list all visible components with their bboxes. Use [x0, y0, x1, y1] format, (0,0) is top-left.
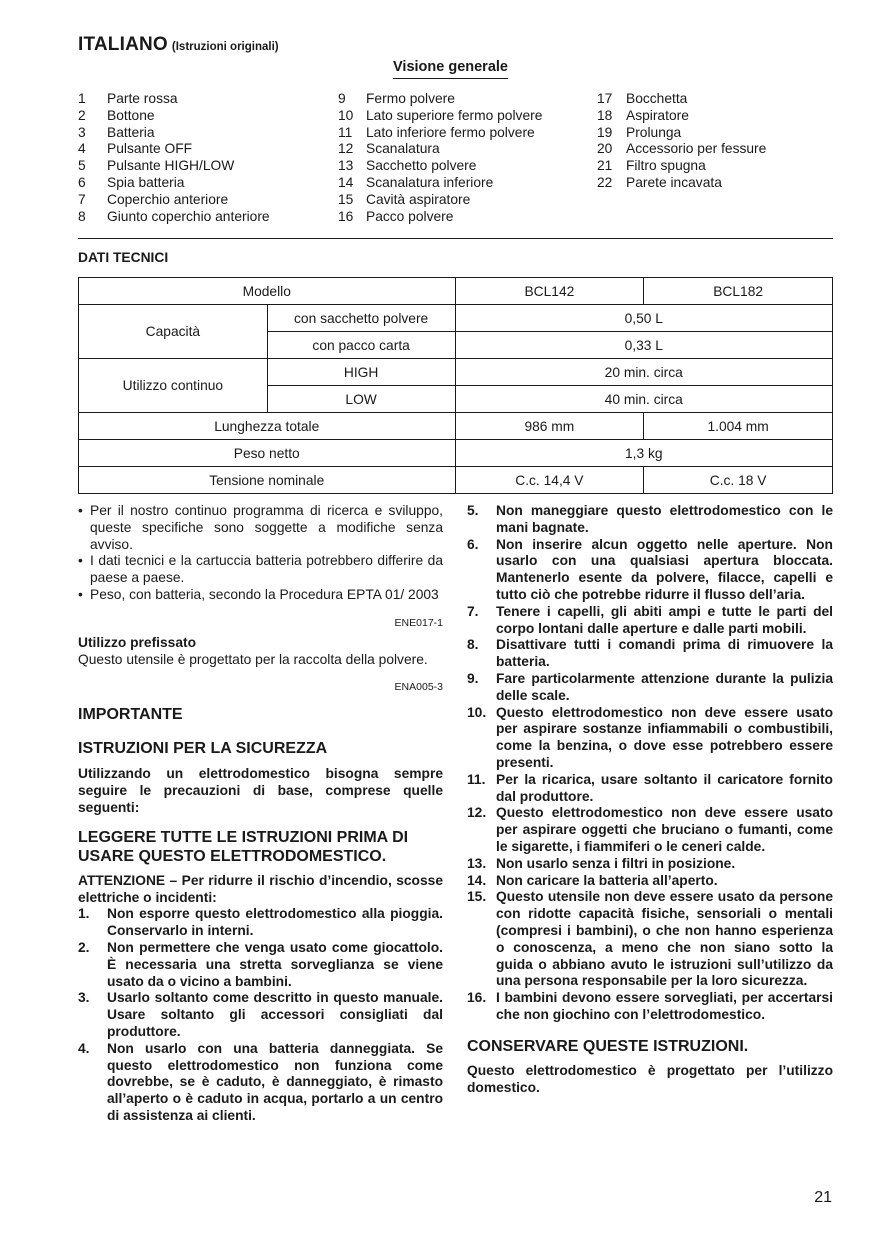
reference-code: ENA005-3: [394, 681, 443, 694]
list-item: 1. Non esporre questo elettrodomestico alla pioggia. Conservarlo in interni.: [78, 906, 443, 939]
table-cell: C.c. 18 V: [644, 467, 833, 494]
list-item: 13 Sacchetto polvere: [338, 158, 477, 174]
table-cell: Capacità: [79, 305, 268, 359]
list-item: 6 Spia batteria: [78, 174, 185, 190]
list-item: 16 Pacco polvere: [338, 208, 454, 224]
table-cell: Utilizzo continuo: [79, 359, 268, 413]
specs-table: [78, 277, 833, 494]
table-row: [79, 359, 833, 386]
table-cell: BCL142: [455, 278, 644, 305]
left-column: [78, 503, 443, 1125]
list-item: 15 Cavità aspiratore: [338, 191, 471, 207]
table-cell: Modello: [79, 278, 456, 305]
list-item: 3. Usarlo soltanto come descritto in questo manuale. Usare soltanto gli accessori consigliati dal produttore.: [78, 990, 443, 1039]
list-item: 6. Non inserire alcun oggetto nelle aperture. Non usarlo con una qualsiasi apertura bloccata. Mantenerlo esente da polvere, filacce, capelli e tutto ciò che potrebbe ridurre il flusso dell’aria.: [467, 536, 833, 602]
table-cell: con pacco carta: [267, 332, 455, 359]
overview-title: Visione generale: [393, 59, 508, 79]
table-cell: HIGH: [267, 359, 455, 386]
table-cell: 1,3 kg: [455, 440, 833, 467]
table-cell: 20 min. circa: [455, 359, 833, 386]
list-item: 1 Parte rossa: [78, 91, 178, 106]
table-cell: Lunghezza totale: [79, 413, 456, 440]
list-item: 17 Bocchetta: [597, 91, 688, 106]
parts-list-column-2: [338, 91, 542, 225]
table-cell: con sacchetto polvere: [267, 305, 455, 332]
list-item: 19 Prolunga: [597, 124, 682, 140]
list-item: 22 Parete incavata: [597, 174, 722, 190]
list-item: 7 Coperchio anteriore: [78, 191, 229, 207]
list-item: 9. Fare particolarmente attenzione durante la pulizia delle scale.: [467, 670, 833, 703]
table-cell: 0,50 L: [455, 305, 833, 332]
safety-intro: Utilizzando un elettrodomestico bisogna sempre seguire le precauzioni di base, comprese quelle seguenti:: [78, 766, 443, 815]
section-divider: [78, 238, 833, 239]
list-item: 7. Tenere i capelli, gli abiti ampi e tutte le parti del corpo lontani dalle aperture e dalle parti mobili.: [467, 603, 833, 636]
save-instructions-text: Questo elettrodomestico è progettato per l’utilizzo domestico.: [467, 1062, 833, 1095]
list-item: 5. Non maneggiare questo elettrodomestico con le mani bagnate.: [467, 503, 833, 535]
list-item: 2. Non permettere che venga usato come giocattolo. È necessaria una stretta sorveglianza se viene usato da o vicino a bambini.: [78, 939, 443, 989]
list-item: • Peso, con batteria, secondo la Procedura EPTA 01/ 2003: [78, 587, 443, 604]
list-item: 8 Giunto coperchio anteriore: [78, 208, 270, 224]
list-item: 11. Per la ricarica, usare soltanto il caricatore fornito dal produttore.: [467, 771, 833, 804]
list-item: 12 Scanalatura: [338, 141, 440, 157]
safety-instructions-right: [467, 503, 833, 1024]
list-item: 4. Non usarlo con una batteria danneggiata. Se questo elettrodomestico non funziona come dovrebbe, se è caduto, è danneggiato, è rimasto all’aperto o è caduto in acqua, portarlo a un centro di assistenza ai clienti.: [78, 1040, 443, 1123]
list-item: 4 Pulsante OFF: [78, 141, 193, 157]
table-cell: 40 min. circa: [455, 386, 833, 413]
reference-code: ENE017-1: [394, 616, 443, 629]
table-cell: Tensione nominale: [79, 467, 456, 494]
list-item: 5 Pulsante HIGH/LOW: [78, 158, 235, 174]
list-item: 12. Questo elettrodomestico non deve essere usato per aspirare oggetti che bruciano o fumanti, come le sigarette, i fiammiferi o le ceneri calde.: [467, 805, 833, 854]
safety-instructions-left: [78, 906, 443, 1124]
list-item: 8. Disattivare tutti i comandi prima di rimuovere la batteria.: [467, 637, 833, 670]
language-subtitle: (Istruzioni originali): [171, 41, 279, 53]
page-number: 21: [814, 1189, 832, 1206]
table-cell: BCL182: [644, 278, 833, 305]
save-instructions-heading: CONSERVARE QUESTE ISTRUZIONI.: [467, 1037, 749, 1055]
list-item: 14. Non caricare la batteria all’aperto.: [467, 872, 718, 888]
table-cell: LOW: [267, 386, 455, 413]
intended-use-text: Questo utensile è progettato per la raccolta della polvere.: [78, 651, 428, 667]
specs-title: DATI TECNICI: [78, 250, 169, 265]
page-header: [78, 34, 279, 56]
table-row: [79, 305, 833, 332]
table-cell: 0,33 L: [455, 332, 833, 359]
list-item: • Per il nostro continuo programma di ricerca e sviluppo, queste specifiche sono soggette a modifiche senza avviso.: [78, 503, 443, 553]
table-cell: Peso netto: [79, 440, 456, 467]
table-row: [79, 278, 833, 305]
list-item: • I dati tecnici e la cartuccia batteria potrebbero differire da paese a paese.: [78, 553, 443, 587]
list-item: 16. I bambini devono essere sorvegliati, per accertarsi che non giochino con l’elettrodomestico.: [467, 990, 833, 1022]
table-cell: 1.004 mm: [644, 413, 833, 440]
list-item: 3 Batteria: [78, 124, 155, 140]
list-item: 10 Lato superiore fermo polvere: [338, 107, 543, 123]
list-item: 15. Questo utensile non deve essere usato da persone con ridotte capacità fisiche, sensoriali o mentali (compresi i bambini), o che non hanno esperienza o conoscenza, a meno che non siano sotto la guida o abbiano avuto le istruzioni sull’utilizzo da una persona responsabile per la loro sicurezza.: [467, 889, 833, 989]
table-row: [79, 467, 833, 494]
parts-list-column-1: [78, 91, 270, 225]
list-item: 14 Scanalatura inferiore: [338, 174, 494, 190]
list-item: 11 Lato inferiore fermo polvere: [338, 124, 535, 140]
read-all-heading: LEGGERE TUTTE LE ISTRUZIONI PRIMA DI USARE QUESTO ELETTRODOMESTICO.: [78, 828, 409, 865]
list-item: 13. Non usarlo senza i filtri in posizione.: [467, 855, 736, 871]
warning-text: ATTENZIONE – Per ridurre il rischio d’incendio, scosse elettriche o incidenti:: [78, 872, 443, 905]
list-item: 20 Accessorio per fessure: [597, 141, 767, 157]
list-item: 10. Questo elettrodomestico non deve essere usato per aspirare sostanze infiammabili o combustibili, come la benzina, o dove esse potrebbero essere presenti.: [467, 704, 833, 770]
important-heading: IMPORTANTE: [78, 706, 183, 724]
spec-notes: [78, 503, 443, 604]
table-row: [79, 440, 833, 467]
language-title: ITALIANO: [78, 34, 168, 55]
right-column: [467, 503, 833, 1096]
list-item: 2 Bottone: [78, 107, 155, 123]
list-item: 18 Aspiratore: [597, 107, 689, 123]
table-cell: C.c. 14,4 V: [455, 467, 644, 494]
list-item: 21 Filtro spugna: [597, 158, 706, 174]
list-item: 9 Fermo polvere: [338, 91, 455, 106]
safety-heading: ISTRUZIONI PER LA SICUREZZA: [78, 740, 328, 758]
intended-use-title: Utilizzo prefissato: [78, 634, 197, 650]
parts-list-column-3: [597, 91, 766, 192]
table-cell: 986 mm: [455, 413, 644, 440]
table-row: [79, 413, 833, 440]
